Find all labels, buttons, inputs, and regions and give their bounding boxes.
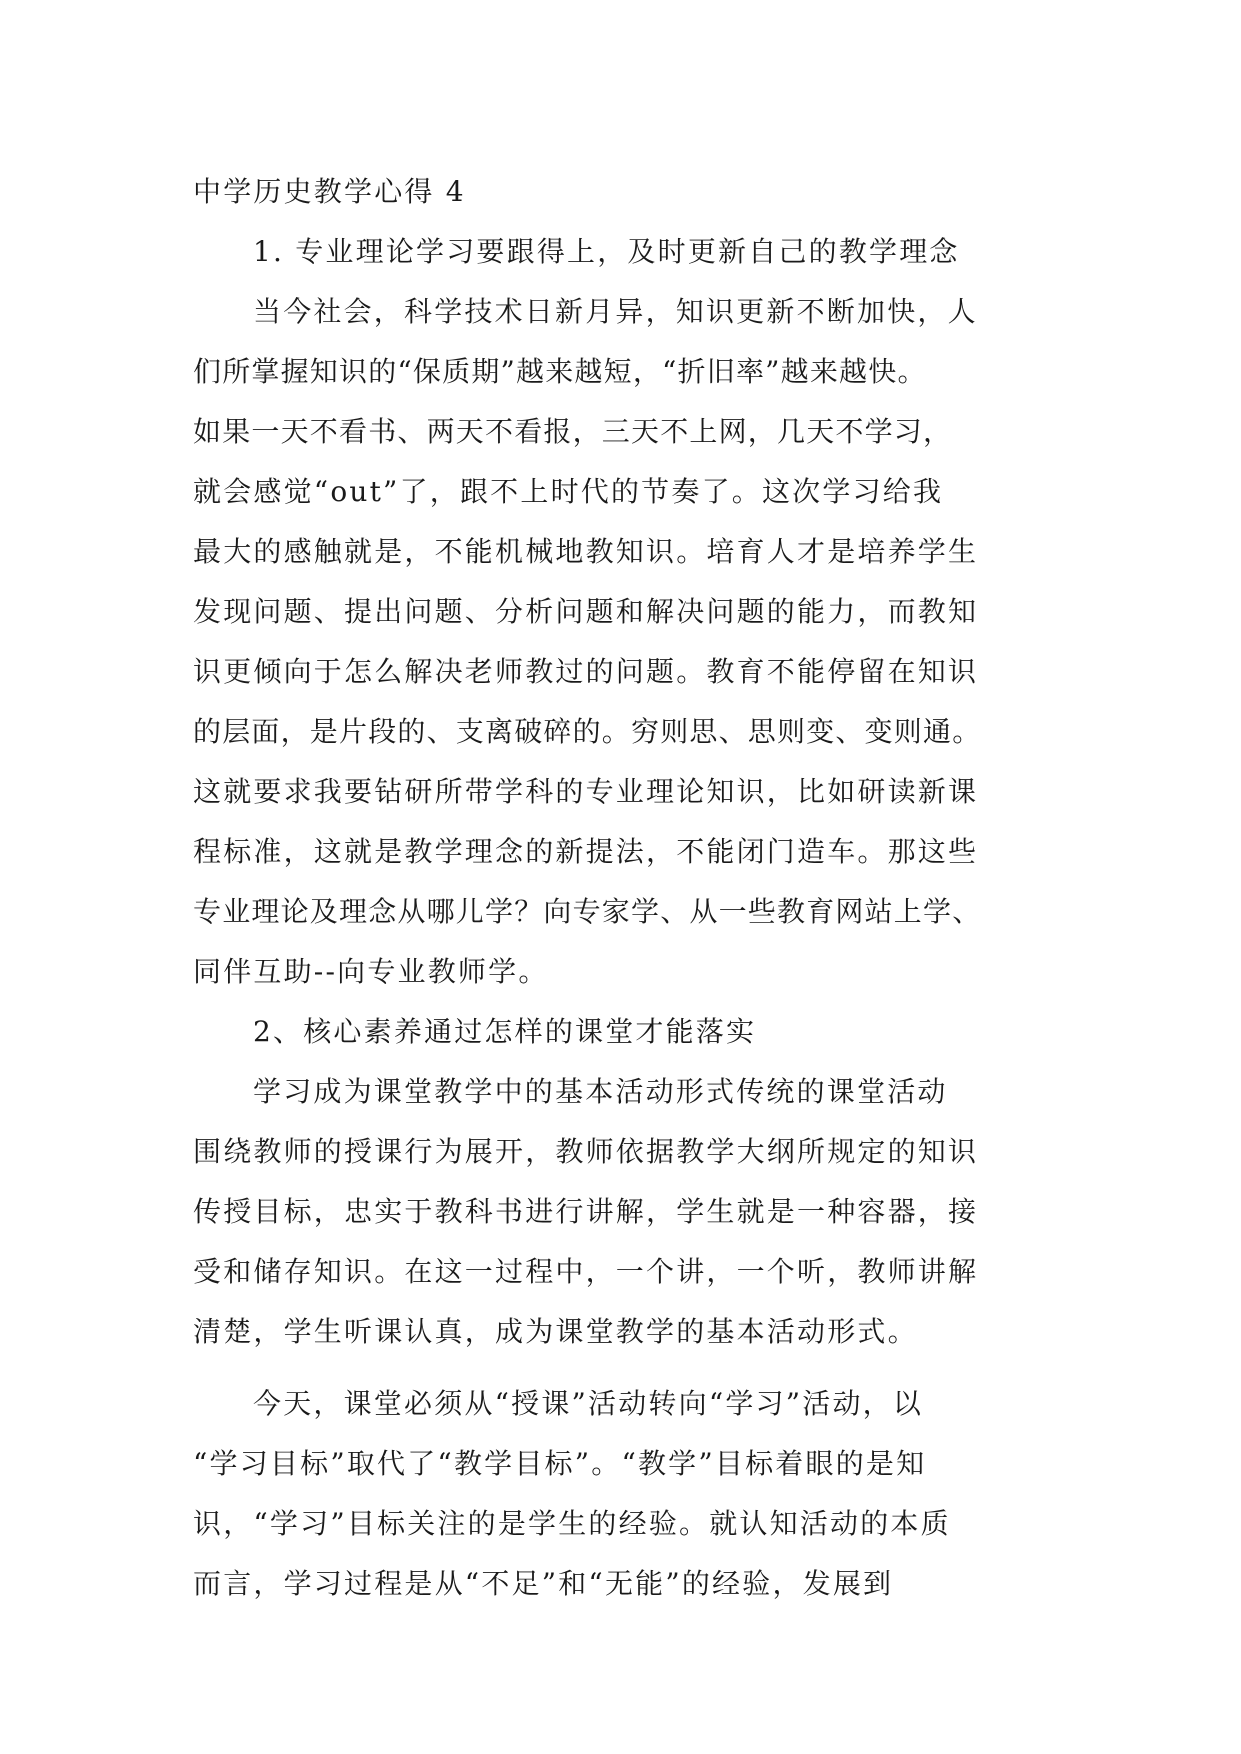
paragraph-line: 当今社会，科学技术日新月异，知识更新不断加快，人 [253,295,978,328]
paragraph-line: 受和储存知识。在这一过程中，一个讲，一个听，教师讲解 [193,1255,979,1288]
document-title: 中学历史教学心得 4 [193,175,466,208]
section-heading: 1. 专业理论学习要跟得上，及时更新自己的教学理念 [253,235,960,268]
paragraph-line: 的层面，是片段的、支离破碎的。穷则思、思则变、变则通。 [193,715,982,748]
paragraph-line: 同伴互助--向专业教师学。 [193,955,549,988]
paragraph [193,1374,1065,1614]
paragraph [193,282,1065,1002]
paragraph-line: 就会感觉“out”了，跟不上时代的节奏了。这次学习给我 [193,475,944,508]
paragraph-line: 程标准，这就是教学理念的新提法，不能闭门造车。那这些 [193,835,979,868]
paragraph [193,1062,1065,1362]
paragraph-line: 今天，课堂必须从“授课”活动转向“学习”活动，以 [253,1387,924,1420]
paragraph-line: 最大的感触就是，不能机械地教知识。培育人才是培养学生 [193,535,979,568]
paragraph-line: 发现问题、提出问题、分析问题和解决问题的能力，而教知 [193,595,979,628]
paragraph-line: 围绕教师的授课行为展开，教师依据教学大纲所规定的知识 [193,1135,979,1168]
paragraph-line: 清楚，学生听课认真，成为课堂教学的基本活动形式。 [193,1315,918,1348]
paragraph-line: 专业理论及理念从哪儿学？向专家学、从一些教育网站上学、 [193,895,982,928]
paragraph-line: 识，“学习”目标关注的是学生的经验。就认知活动的本质 [193,1507,951,1540]
paragraph-line: 传授目标，忠实于教科书进行讲解，学生就是一种容器，接 [193,1195,979,1228]
paragraph-line: “学习目标”取代了“教学目标”。“教学”目标着眼的是知 [193,1447,927,1480]
paragraph-line: 如果一天不看书、两天不看报，三天不上网，几天不学习， [193,415,953,448]
paragraph-line: 识更倾向于怎么解决老师教过的问题。教育不能停留在知识 [193,655,979,688]
paragraph-spacer [193,1362,1065,1374]
section-heading: 2、核心素养通过怎样的课堂才能落实 [253,1015,757,1048]
paragraph-line: 这就要求我要钻研所带学科的专业理论知识，比如研读新课 [193,775,979,808]
paragraph-line: 而言，学习过程是从“不足”和“无能”的经验，发展到 [193,1567,894,1600]
document-body [193,162,1065,1614]
paragraph-line: 学习成为课堂教学中的基本活动形式传统的课堂活动 [253,1075,948,1108]
paragraph-line: 们所掌握知识的“保质期”越来越短，“折旧率”越来越快。 [193,355,927,388]
